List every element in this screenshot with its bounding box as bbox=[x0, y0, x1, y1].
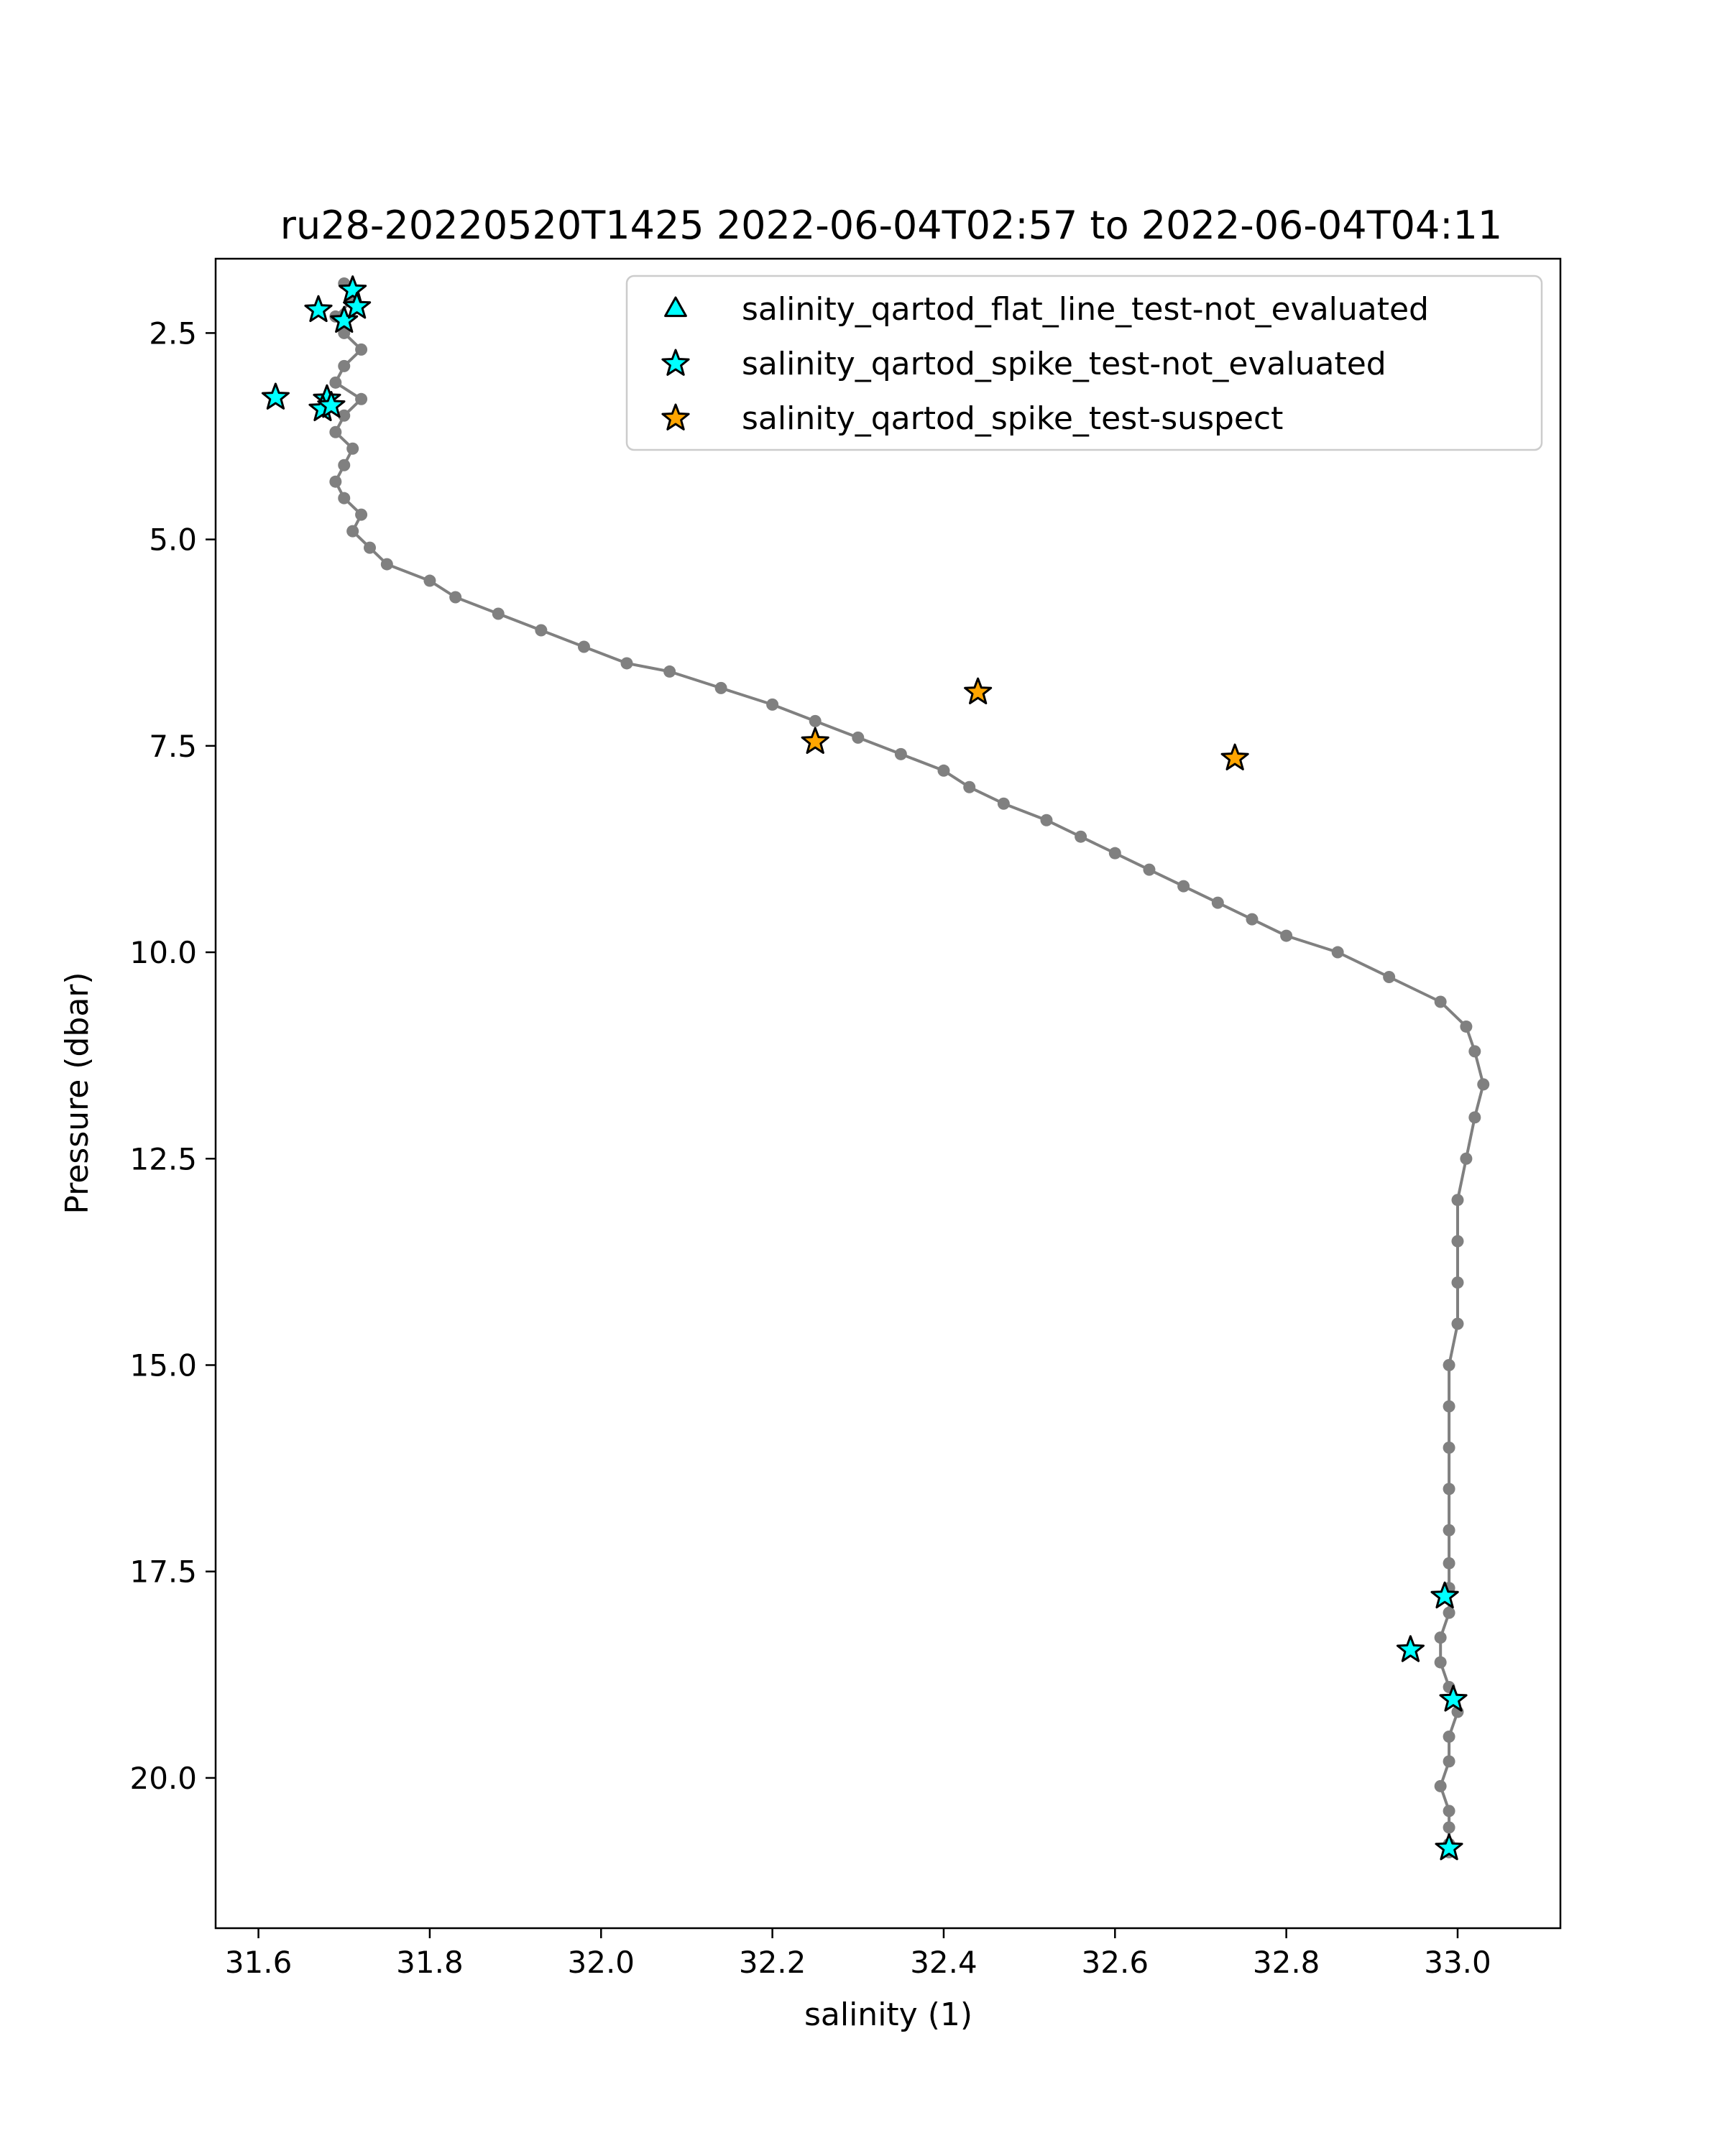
legend-label: salinity_qartod_spike_test-suspect bbox=[742, 400, 1284, 437]
x-tick-label: 33.0 bbox=[1424, 1945, 1491, 1980]
profile-point bbox=[492, 608, 505, 620]
profile-point bbox=[329, 426, 341, 438]
profile-point bbox=[1075, 831, 1087, 843]
profile-point bbox=[338, 459, 350, 471]
profile-point bbox=[1468, 1111, 1481, 1123]
profile-point bbox=[364, 542, 376, 554]
y-tick-label: 2.5 bbox=[149, 315, 197, 351]
profile-point bbox=[1443, 1524, 1455, 1537]
profile-point bbox=[1040, 814, 1052, 826]
y-tick-label: 10.0 bbox=[129, 935, 197, 971]
profile-point bbox=[381, 558, 393, 571]
y-tick-label: 17.5 bbox=[129, 1554, 197, 1590]
profile-point bbox=[355, 509, 367, 521]
legend-label: salinity_qartod_flat_line_test-not_evaluated bbox=[742, 291, 1429, 328]
profile-point bbox=[346, 443, 359, 455]
profile-point bbox=[1435, 1657, 1447, 1669]
profile-point bbox=[1443, 1442, 1455, 1454]
chart-title: ru28-20220520T1425 2022-06-04T02:57 to 2022-06-04T04:11 bbox=[280, 203, 1503, 248]
profile-point bbox=[1443, 1821, 1455, 1833]
profile-point bbox=[1435, 995, 1447, 1008]
profile-point bbox=[1443, 1755, 1455, 1767]
profile-point bbox=[1460, 1021, 1472, 1033]
profile-point bbox=[1477, 1078, 1489, 1090]
profile-point bbox=[1109, 847, 1121, 860]
profile-point bbox=[998, 798, 1010, 810]
profile-point bbox=[1443, 1731, 1455, 1743]
profile-point bbox=[1212, 897, 1224, 909]
profile-point bbox=[1246, 913, 1258, 926]
profile-point bbox=[1443, 1400, 1455, 1412]
profile-point bbox=[1451, 1235, 1463, 1248]
profile-point bbox=[852, 732, 864, 744]
profile-point bbox=[715, 682, 727, 694]
profile-point bbox=[1451, 1194, 1463, 1206]
y-tick-label: 20.0 bbox=[129, 1760, 197, 1796]
profile-point bbox=[1451, 1318, 1463, 1330]
profile-point bbox=[1468, 1045, 1481, 1057]
profile-point bbox=[423, 575, 436, 587]
profile-point bbox=[535, 624, 547, 636]
profile-point bbox=[621, 657, 633, 669]
profile-point bbox=[1383, 971, 1395, 983]
profile-point bbox=[1460, 1153, 1472, 1165]
x-axis-label: salinity (1) bbox=[804, 1996, 973, 2033]
x-tick-label: 32.0 bbox=[567, 1945, 635, 1980]
profile-point bbox=[1435, 1631, 1447, 1644]
profile-point bbox=[1443, 1483, 1455, 1495]
profile-point bbox=[355, 393, 367, 405]
profile-point bbox=[449, 591, 461, 604]
profile-point bbox=[355, 344, 367, 356]
profile-point bbox=[1280, 930, 1292, 942]
legend-label: salinity_qartod_spike_test-not_evaluated bbox=[742, 346, 1386, 382]
y-axis-label: Pressure (dbar) bbox=[59, 972, 96, 1215]
legend bbox=[627, 276, 1542, 450]
profile-point bbox=[963, 781, 975, 793]
profile-point bbox=[1443, 1557, 1455, 1570]
profile-point bbox=[338, 492, 350, 505]
profile-point bbox=[1435, 1780, 1447, 1792]
x-tick-label: 32.2 bbox=[738, 1945, 806, 1980]
profile-point bbox=[766, 699, 778, 711]
x-tick-label: 32.6 bbox=[1081, 1945, 1149, 1980]
x-tick-label: 31.8 bbox=[396, 1945, 464, 1980]
profile-point bbox=[1451, 1276, 1463, 1289]
profile-point bbox=[1443, 1805, 1455, 1817]
profile-point bbox=[329, 476, 341, 488]
profile-point bbox=[1177, 880, 1190, 893]
profile-point bbox=[346, 525, 359, 538]
profile-point bbox=[809, 715, 822, 727]
profile-point bbox=[1443, 1359, 1455, 1371]
profile-point bbox=[1443, 1607, 1455, 1619]
y-tick-label: 7.5 bbox=[149, 728, 197, 764]
profile-point bbox=[329, 377, 341, 389]
y-tick-label: 12.5 bbox=[129, 1141, 197, 1177]
profile-point bbox=[895, 748, 907, 760]
x-tick-label: 32.8 bbox=[1252, 1945, 1320, 1980]
y-tick-label: 5.0 bbox=[149, 522, 197, 558]
profile-point bbox=[937, 765, 949, 777]
y-tick-label: 15.0 bbox=[129, 1348, 197, 1383]
profile-point bbox=[1143, 864, 1155, 876]
profile-point bbox=[1332, 946, 1344, 959]
x-tick-label: 31.6 bbox=[224, 1945, 293, 1980]
profile-point bbox=[338, 360, 350, 372]
profile-point bbox=[578, 640, 590, 653]
profile-point bbox=[663, 665, 676, 678]
x-tick-label: 32.4 bbox=[910, 1945, 978, 1980]
